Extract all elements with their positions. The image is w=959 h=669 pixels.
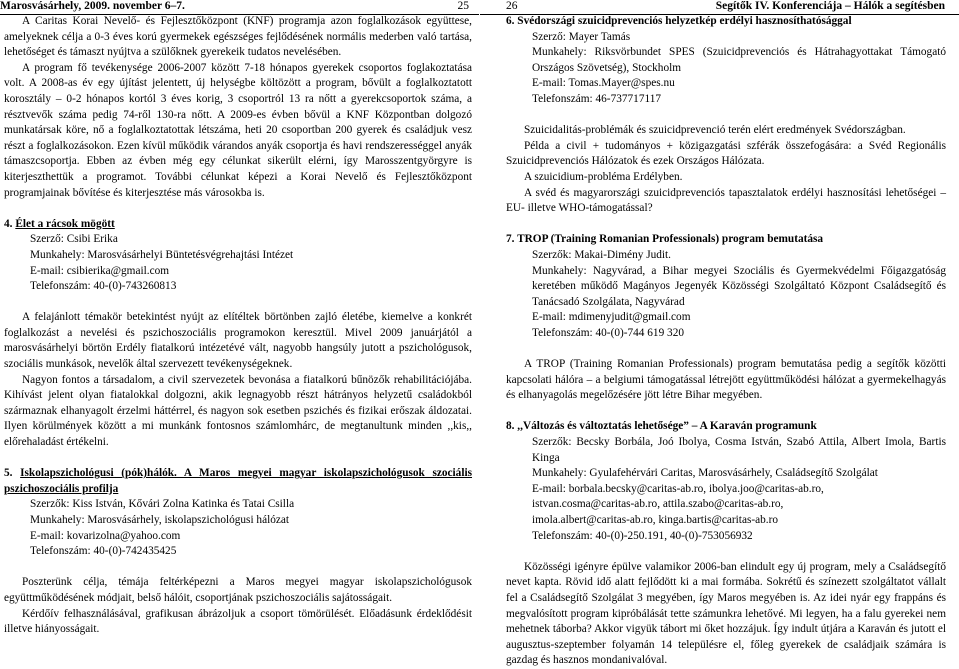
section-title: Élet a rácsok mögött xyxy=(15,217,115,230)
right-page-content xyxy=(506,14,946,669)
phone-line: Telefonszám: 40-(0)-250.191, 40-(0)-753056932 xyxy=(532,529,753,542)
author-line: Szerzők: Kiss István, Kővári Zolna Katinka és Tatai Csilla xyxy=(30,498,295,511)
phone-line: Telefonszám: 46-737717117 xyxy=(532,92,661,105)
phone-line: Telefonszám: 40-(0)-743260813 xyxy=(30,280,177,293)
email-line: E-mail: mdimenyjudit@gmail.com xyxy=(532,311,691,324)
section-number: 5. xyxy=(4,467,13,480)
email-line: istvan.cosma@caritas-ab.ro, attila.szabo@caritas-ab.ro, xyxy=(532,498,784,511)
workplace-line: Munkahely: Gyulafehérvári Caritas, Marosvásárhely, Családsegítő Szolgálat xyxy=(532,467,878,480)
workplace-line: Munkahely: Marosvásárhely, iskolapszichológusi hálózat xyxy=(30,514,290,526)
phone-line: Telefonszám: 40-(0)-744 619 320 xyxy=(532,326,684,339)
paragraph: A svéd és magyarországi szuicidprevenciós tapasztalatok erdélyi hasznosítási lehetőségei – EU- illetve WHO-támogatással? xyxy=(506,186,946,215)
paragraph: A Caritas Korai Nevelő- és Fejlesztőközpont (KNF) programja azon foglalkozások együttese, amelyeknek célja a 0-3 éves korú gyermekek egészséges fejlődésének normális mederben való tartása, lehetőséget és támaszt nyújtva a szülőknek gyerekeik tudatos nevelésében. xyxy=(4,15,472,59)
email-line: imola.albert@caritas-ab.ro, kinga.bartis@caritas-ab.ro xyxy=(532,514,779,526)
paragraph: Kérdőív felhasználásával, grafikusan ábrázoljuk a csoport tömörülését. Előadásunk érdeklődésit illetve hiányosságait. xyxy=(4,607,472,636)
right-page xyxy=(480,0,959,667)
paragraph: Példa a civil + tudományos + közigazgatási szférák összefogására: a Svéd Regionális Szuicidprevenciós Hálózatok és ezek Országos Hálózata. xyxy=(506,139,946,168)
paragraph: A TROP (Training Romanian Professionals) program bemutatása pedig a segítők közötti kapcsolati hálóra – a belgiumi támogatással létrejött együttműködési hálózat a gyermekelhagyás és elhanyagolás megelőzésére jött létre Bihar megyében. xyxy=(506,358,946,402)
author-line: Szerző: Csibi Erika xyxy=(30,233,118,246)
section-heading xyxy=(4,466,472,497)
paragraph: A felajánlott témakör betekintést nyújt az elítéltek börtönben zajló életébe, kiemelve a konkrét foglalkozást a nevelési és pszichoszociális programokon keresztül. Mivel 2009 januárjától a marosvásárhelyi börtön Erdély fiatalkorú intézetévé vált, nagyobb hangsúly jutott a pszichológusok, szociális munkások, nevelők által szervezett tevékenységeknek. xyxy=(4,311,472,371)
page-number: 26 xyxy=(506,0,518,12)
left-page-header xyxy=(0,0,479,15)
section-heading: 8. ,,Változás és változtatás lehetősége” – A Karaván programunk xyxy=(506,420,817,433)
section-title: Iskolapszichológusi (pók)hálók. A Maros megyei magyar iskolapszichológusok szociális pszichoszociális profilja xyxy=(4,467,473,495)
section-heading: 7. TROP (Training Romanian Professionals) program bemutatása xyxy=(506,233,824,246)
workplace-line: Munkahely: Marosvásárhelyi Büntetésvégrehajtási Intézet xyxy=(30,248,294,261)
paragraph: Közösségi igényre épülve valamikor 2006-ban elindult egy új program, mely a Családsegítő nevet kapta. Rövid idő alatt fejlődött ki a mai formába. Sokrétű és színezett szolgáltatot vállalt fel a Családsegítő Szolgálat 3 megyében, így Maros megyében is. Az idei nyár egy frappáns és megvalósított program kipróbálását tette számunkra lehetővé. Mi legyen, ha a falu gyerekei nem mehetnek táborba? Akkor vigyük tábort mi őket hozzájuk. Így indult útjára a Karaván és jutott el augusztus-szeptember folyamán 14 településre el, főleg gyerekek de családjaik számára is gazdag és hasznos mondanivalóval. xyxy=(506,560,946,667)
email-line: E-mail: Tomas.Mayer@spes.nu xyxy=(532,77,675,90)
page-number: 25 xyxy=(457,0,469,12)
paragraph: A szuicidium-probléma Erdélyben. xyxy=(524,170,683,183)
author-line: Szerzők: Makai-Dimény Judit. xyxy=(532,248,671,261)
paragraph: Szuicidalitás-problémák és szuicidprevenció terén elért eredmények Svédországban. xyxy=(524,124,906,137)
section-heading: 6. Svédországi szuicidprevenciós helyzetkép erdélyi hasznosíthatósággal xyxy=(506,15,852,27)
workplace-line: Munkahely: Riksvörbundet SPES (Szuicidprevenciós és Hátrahagyottakat Támogató Országos Szövetség), Stockholm xyxy=(532,46,946,74)
author-line: Szerző: Mayer Tamás xyxy=(532,30,631,43)
phone-line: Telefonszám: 40-(0)-742435425 xyxy=(30,545,177,558)
left-page xyxy=(0,0,479,636)
paragraph: A program fő tevékenysége 2006-2007 között 7-18 hónapos gyerekek csoportos foglakoztatása volt. A 2008-as év egy újítást jelentett, új helységbe költözött a program, bővült a foglalkoztatott korosztály – 0-2 hónapos kortól 3 éves korig, 3 csoportról 13 ra nőtt a gyerekcsoportok száma, a résztvevők száma pedig 74-ről 130-ra nőtt. A 2009-es évben bővül a KNF Központban dolgozó munkatársak köre, nő a foglalkoztatottak létszáma, heti 20 csoportban 200 gyerek és családjuk vesz részt a foglalkozásokon. Ezen kívül működik várandos anyák csoportja és havi rendszerességgel anyák támaszcsoportja. Ebben az évben még egy célunkat sikerült elérni, így Marosszentgyörgyre is kiterjeszthettük a programot. További célunkat képezi a Korai Nevelő és Fejlesztőközpont programjainak bővítése és kiterjesztése más városokba is. xyxy=(4,61,472,199)
workplace-line: Munkahely: Nagyvárad, a Bihar megyei Szociális és Gyermekvédelmi Főigazgatóság keretében működő Magányos Jegenyék Közösségi Szolgáltató Központ Családsegítő és Tanácsadó Szolgálata, Nagyvárad xyxy=(532,264,946,308)
paragraph: Nagyon fontos a társadalom, a civil szervezetek bevonása a fiatalkorú bűnözők rehabilitációjába. Kihívást jelent olyan fiatalokkal dolgozni, akik legnagyobb részt hátrányos helyzetű családokból származnak elhanyagolt érzelmi háttérrel, és nagyon sok esetben pszichés és fizikai erőszak áldozatai. Ilyen körülmények között a mi munkánk fontosnos számlomhárc, de megtanultunk minden ,,kis,, előrehaladást értékelni. xyxy=(4,373,472,449)
section-number: 4. xyxy=(4,217,13,230)
email-line: E-mail: csibierika@gmail.com xyxy=(30,264,170,277)
author-line: Szerzők: Becsky Borbála, Joó Ibolya, Cosma István, Szabó Attila, Albert Imola, Bartis Kinga xyxy=(532,436,946,464)
right-page-header xyxy=(480,0,959,15)
header-event-date: Marosvásárhely, 2009. november 6–7. xyxy=(0,0,185,12)
email-line: E-mail: kovarizolna@yahoo.com xyxy=(30,529,181,542)
left-page-content xyxy=(4,14,472,638)
header-conference-title: Segítők IV. Konferenciája – Hálók a segítésben xyxy=(715,0,945,12)
paragraph: Poszterünk célja, témája feltérképezni a Maros megyei magyar iskolapszichológusok együttműködésének módjait, belső hálóit, csoportjának pszichoszociális sajátosságait. xyxy=(4,576,472,604)
section-heading xyxy=(4,217,472,233)
email-line: E-mail: borbala.becsky@caritas-ab.ro, ibolya.joo@caritas-ab.ro, xyxy=(532,482,824,495)
